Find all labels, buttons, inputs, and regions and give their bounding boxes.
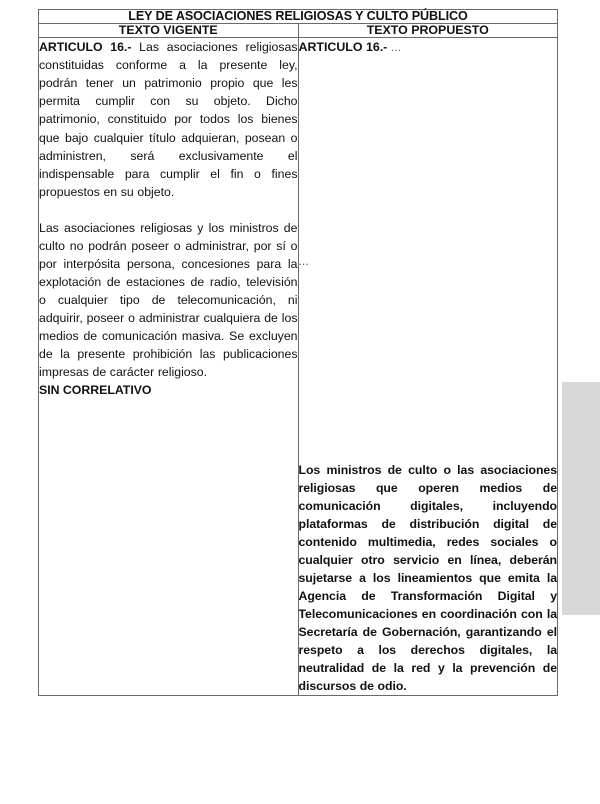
document-title: LEY DE ASOCIACIONES RELIGIOSAS Y CULTO PÚBLICO bbox=[39, 10, 558, 24]
left-paragraph-2: Las asociaciones religiosas y los ministros de culto no podrán poseer o administrar, por sí o por interpósita persona, concesiones para la explotación de estaciones de radio, televisión o cualquier tipo de telecomunicación, ni adquirir, poseer o administrar cualquiera de los medios de comunicación masiva. Se excluyen de la presente prohibición las publicaciones impresas de carácter religioso. bbox=[39, 220, 298, 380]
left-paragraph-1-text: Las asociaciones religiosas constituidas conforme a la presente ley, podrán tener un patrimonio propio que les permita cumplir con su objeto. Dicho patrimonio, constituido por todos los bienes que bajo cualquier título adquieran, posean o administren, será exclusivamente el indispensable para cumplir el fin o fines propuestos en su objeto. bbox=[39, 40, 298, 199]
left-paragraph-1 bbox=[39, 38, 298, 201]
paragraph-spacer bbox=[39, 201, 298, 219]
table-title-row bbox=[39, 10, 558, 24]
left-article-label: ARTICULO 16.- bbox=[39, 40, 132, 55]
right-article-heading bbox=[299, 38, 558, 56]
sin-correlativo-label: SIN CORRELATIVO bbox=[39, 383, 152, 398]
cell-texto-propuesto bbox=[298, 38, 558, 696]
right-top-spacer bbox=[299, 56, 558, 252]
right-article-label: ARTICULO 16.- bbox=[298, 40, 388, 55]
column-header-texto-vigente: TEXTO VIGENTE bbox=[39, 24, 299, 38]
cell-texto-vigente bbox=[39, 38, 299, 696]
comparison-table bbox=[38, 9, 558, 696]
right-article-ellipsis: ... bbox=[387, 40, 402, 55]
right-edge-scrollbar-overlay[interactable] bbox=[562, 382, 600, 615]
table-body-row bbox=[39, 38, 558, 696]
column-header-texto-propuesto: TEXTO PROPUESTO bbox=[298, 24, 558, 38]
right-proposed-paragraph: Los ministros de culto o las asociaciones religiosas que operen medios de comunicación digitales, incluyendo plataformas de distribución digital de contenido multimedia, redes sociales o cualquier otro servicio en línea, deberán sujetarse a los lineamientos que emita la Agencia de Transformación Digital y Telecomunicaciones en coordinación con la Secretaría de Gobernación, garantizando el respeto a los derechos digitales, la neutralidad de la red y la prevención de discursos de odio. bbox=[298, 462, 557, 694]
right-ellipsis-marker: ... bbox=[298, 254, 309, 269]
table-header-row bbox=[39, 24, 558, 38]
right-mid-spacer bbox=[299, 271, 558, 461]
